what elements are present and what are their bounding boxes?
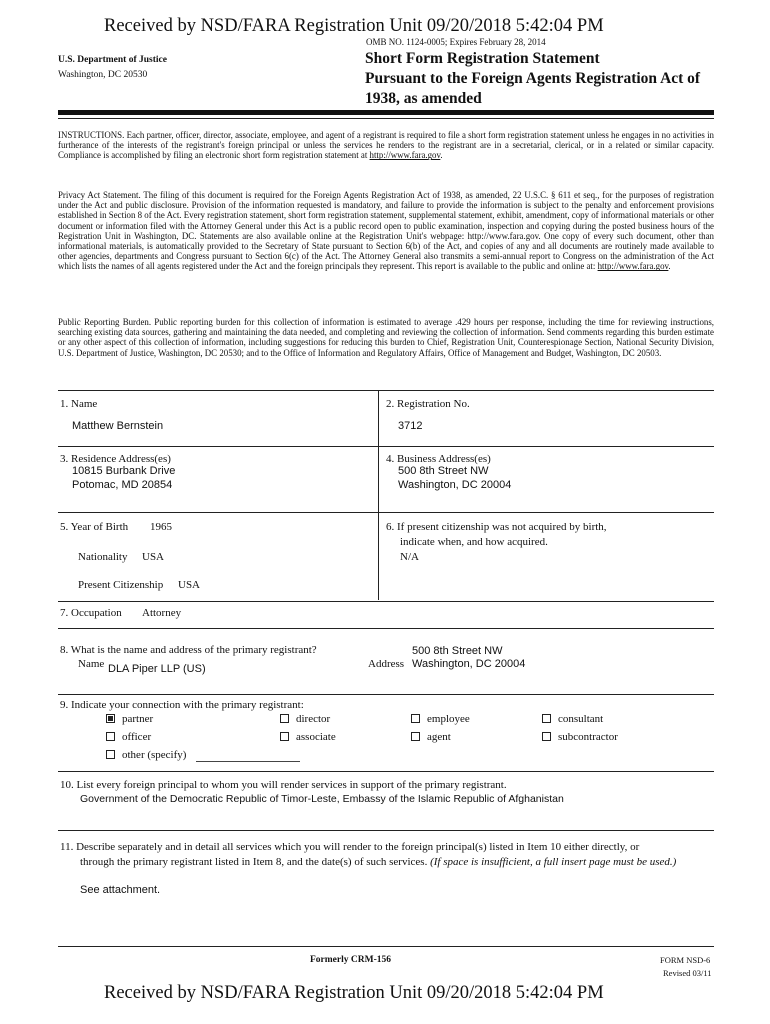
q1-name-value[interactable]: Matthew Bernstein bbox=[72, 420, 164, 432]
q9-option-other[interactable]: other (specify) bbox=[106, 749, 186, 761]
instructions-paragraph: INSTRUCTIONS. Each partner, officer, director, associate, employee, and agent of a registrant is required to file a short form registration statement unless he engages in no activities in furtherance of the interests of the registrant's foreign principal or unless the services he renders to the registrant are in a secretarial, clerical, or in a related or similar capacity. Compliance is accomplished by filing an electronic short form registration statement at http://www.fara.gov. bbox=[58, 130, 714, 161]
row-rule-1 bbox=[58, 446, 714, 447]
q9-label: 9. Indicate your connection with the primary registrant: bbox=[60, 699, 304, 711]
q5-label: 5. Year of Birth bbox=[60, 521, 129, 533]
checkbox-icon[interactable] bbox=[280, 714, 289, 723]
q1-label: 1. Name bbox=[60, 398, 98, 410]
q11-label-rest bbox=[80, 855, 712, 869]
q4-address-line1[interactable]: 500 8th Street NW bbox=[398, 465, 489, 477]
checkbox-icon[interactable] bbox=[280, 732, 289, 741]
header-thick-rule bbox=[58, 110, 714, 115]
q4-address-line2[interactable]: Washington, DC 20004 bbox=[398, 479, 512, 491]
form-title-line1: Short Form Registration Statement bbox=[365, 50, 600, 67]
row-rule-2 bbox=[58, 512, 714, 513]
form-title-line3: 1938, as amended bbox=[365, 90, 482, 107]
q5-year-value[interactable]: 1965 bbox=[150, 521, 172, 533]
q9-option-consultant[interactable]: consultant bbox=[542, 713, 603, 725]
q8-address-line2[interactable]: Washington, DC 20004 bbox=[412, 658, 526, 670]
privacy-text: Privacy Act Statement. The filing of this document is required for the Foreign Agents Registration Act of 1938, as amended, 22 U.S.C. § 611 et seq., for the purposes of registration under the Act and public disclosure. Provision of the information requested is mandatory, and failure to provide the information is subject to the penalty and enforcement provisions established in Section 8 of the Act. Every registration statement, short form registration statement, supplemental statement, exhibit, amendment, copy of informational materials or other document or information filed with the Attorney General under this Act is a public record open to public examination, inspection and copying during the posted business hours of the Registration Unit in Washington, DC. Statements are also available online at the Registration Unit's webpage: http://www.fara.gov. One copy of every such document, other than informational materials, is automatically provided to the Secretary of State pursuant to Section 6(b) of the Act, and copies of any and all documents are routinely made available to other agencies, departments and Congress pursuant to Section 6(c) of the Act. The Attorney General also transmits a semi-annual report to Congress on the administration of the Act which lists the names of all agents registered under the Act and the foreign principals they represent. This report is available to the public and online at: bbox=[58, 190, 714, 272]
privacy-link[interactable]: http://www.fara.gov bbox=[597, 261, 669, 272]
q3-address-line1[interactable]: 10815 Burbank Drive bbox=[72, 465, 176, 477]
form-column-divider bbox=[378, 390, 379, 600]
form-title-line2: Pursuant to the Foreign Agents Registration Act of bbox=[365, 70, 701, 87]
q9-option-associate[interactable]: associate bbox=[280, 731, 336, 743]
citizenship-value[interactable]: USA bbox=[178, 579, 201, 591]
q9-option-officer[interactable]: officer bbox=[106, 731, 151, 743]
row-rule-7 bbox=[58, 830, 714, 831]
q8-name-label: Name bbox=[78, 658, 105, 670]
privacy-act-paragraph: Privacy Act Statement. The filing of this document is required for the Foreign Agents Registration Act of 1938, as amended, 22 U.S.C. § 611 et seq., for the purposes of registration under the Act and public disclosure. Provision of the information requested is mandatory, and failure to provide the information is subject to the penalty and enforcement provisions established in Section 8 of the Act. Every registration statement, short form registration statement, supplemental statement, exhibit, amendment, copy of informational materials or other document or information filed with the Attorney General under this Act is a public record open to public examination, inspection and copying during the posted business hours of the Registration Unit in Washington, DC. Statements are also available online at the Registration Unit's webpage: http://www.fara.gov. One copy of every such document, other than informational materials, is automatically provided to the Secretary of State pursuant to Section 6(b) of the Act, and copies of any and all documents are routinely made available to other agencies, departments and Congress pursuant to Section 6(c) of the Act. The Attorney General also transmits a semi-annual report to Congress on the administration of the Act which lists the names of all agents registered under the Act and the foreign principals they represent. This report is available to the public and online at: http://www.fara.gov. bbox=[58, 190, 714, 272]
burden-text: Public Reporting Burden. Public reporting burden for this collection of information is estimated to average .429 hours per response, including the time for reviewing instructions, searching existing data sources, gathering and maintaining the data needed, and completing and reviewing the collection of information. Send comments regarding this burden estimate or any other aspect of this collection of information, including suggestions for reducing this burden to Chief, Registration Unit, Counterespionage Section, National Security Division, U.S. Department of Justice, Washington, DC 20530; and to the Office of Information and Regulatory Affairs, Office of Management and Budget, Washington, DC 20503. bbox=[58, 317, 714, 358]
citizenship-label: Present Citizenship bbox=[78, 579, 164, 591]
checked-box-icon[interactable] bbox=[106, 714, 115, 723]
row-rule-6 bbox=[58, 771, 714, 772]
q2-label: 2. Registration No. bbox=[386, 398, 470, 410]
instructions-text: INSTRUCTIONS. Each partner, officer, director, associate, employee, and agent of a registrant is required to file a short form registration statement unless he engages in no activities in furtherance of the interests of the registrant's foreign principal or unless the services he renders to the registrant are in a secretarial, clerical, or in a related or similar capacity. Compliance is accomplished by filing an electronic short form registration statement at bbox=[58, 130, 714, 161]
nationality-label: Nationality bbox=[78, 551, 128, 563]
department-name: U.S. Department of Justice bbox=[58, 55, 167, 65]
q8-address-label: Address bbox=[368, 658, 405, 670]
omb-number: OMB NO. 1124-0005; Expires February 28, 2014 bbox=[366, 37, 546, 47]
row-rule-3 bbox=[58, 601, 714, 602]
q8-address-line1[interactable]: 500 8th Street NW bbox=[412, 645, 503, 657]
received-stamp-bottom: Received by NSD/FARA Registration Unit 09/20/2018 5:42:04 PM bbox=[104, 983, 604, 1003]
q10-foreign-principals-value[interactable]: Government of the Democratic Republic of Timor-Leste, Embassy of the Islamic Republic of Afghanistan bbox=[80, 793, 564, 805]
q11-label-line2: through the primary registrant listed in Item 8, and the date(s) of such services. bbox=[80, 856, 428, 868]
q9-option-agent[interactable]: agent bbox=[411, 731, 451, 743]
header-thin-rule bbox=[58, 118, 714, 119]
q3-address-line2[interactable]: Potomac, MD 20854 bbox=[72, 479, 173, 491]
received-stamp-top: Received by NSD/FARA Registration Unit 09/20/2018 5:42:04 PM bbox=[104, 16, 604, 36]
checkbox-icon[interactable] bbox=[106, 732, 115, 741]
q6-label-line2: indicate when, and how acquired. bbox=[400, 536, 548, 548]
q9-option-employee[interactable]: employee bbox=[411, 713, 470, 725]
row-rule-4 bbox=[58, 628, 714, 629]
department-city: Washington, DC 20530 bbox=[58, 70, 148, 80]
q10-label: 10. List every foreign principal to whom you will render services in support of the primary registrant. bbox=[60, 779, 507, 791]
q6-label-line1: 6. If present citizenship was not acquired by birth, bbox=[386, 521, 607, 533]
checkbox-icon[interactable] bbox=[542, 714, 551, 723]
instructions-link[interactable]: http://www.fara.gov bbox=[369, 150, 441, 161]
q8-label: 8. What is the name and address of the primary registrant? bbox=[60, 644, 317, 656]
nationality-value[interactable]: USA bbox=[142, 551, 165, 563]
q11-services-value[interactable]: See attachment. bbox=[80, 884, 161, 896]
q9-option-subcontractor[interactable]: subcontractor bbox=[542, 731, 618, 743]
q4-label: 4. Business Address(es) bbox=[386, 453, 491, 465]
burden-paragraph bbox=[58, 317, 714, 358]
checkbox-icon[interactable] bbox=[411, 714, 420, 723]
q6-value[interactable]: N/A bbox=[400, 551, 419, 563]
q2-registration-value[interactable]: 3712 bbox=[398, 420, 423, 432]
other-specify-line bbox=[196, 761, 300, 762]
q11-label-line1: 11. Describe separately and in detail all services which you will render to the foreign principal(s) listed in Item 10 either directly, or bbox=[60, 841, 640, 853]
form-top-rule bbox=[58, 390, 714, 391]
q7-label: 7. Occupation bbox=[60, 607, 122, 619]
q7-occupation-value[interactable]: Attorney bbox=[142, 607, 182, 619]
formerly-label: Formerly CRM-156 bbox=[310, 955, 391, 965]
checkbox-icon[interactable] bbox=[106, 750, 115, 759]
checkbox-icon[interactable] bbox=[542, 732, 551, 741]
form-number: FORM NSD-6 bbox=[660, 955, 711, 965]
q9-option-partner[interactable]: partner bbox=[106, 713, 153, 725]
q8-name-value[interactable]: DLA Piper LLP (US) bbox=[108, 663, 206, 675]
row-rule-5 bbox=[58, 694, 714, 695]
q11-label-italic: (If space is insufficient, a full insert page must be used.) bbox=[430, 856, 677, 868]
row-rule-8 bbox=[58, 946, 714, 947]
q3-label: 3. Residence Address(es) bbox=[60, 453, 171, 465]
form-revised: Revised 03/11 bbox=[663, 968, 712, 978]
checkbox-icon[interactable] bbox=[411, 732, 420, 741]
q9-option-director[interactable]: director bbox=[280, 713, 330, 725]
